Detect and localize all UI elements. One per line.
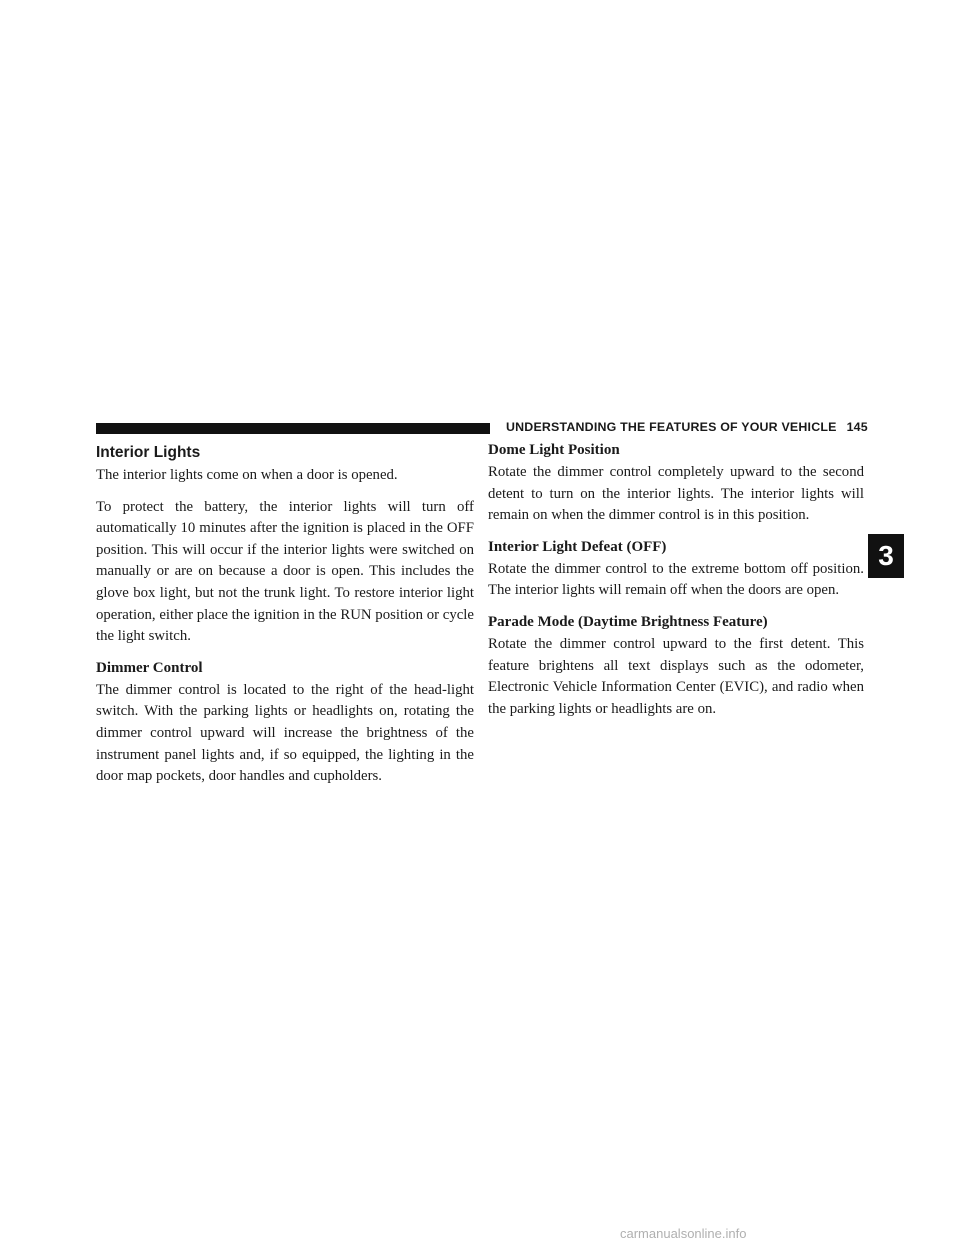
chapter-title: UNDERSTANDING THE FEATURES OF YOUR VEHICLE (506, 420, 837, 434)
running-header (506, 419, 868, 435)
page-number: 145 (846, 420, 868, 434)
paragraph-defeat: Rotate the dimmer control to the extreme bottom off position. The interior lights will remain off when the doors are open. (488, 560, 864, 599)
paragraph-dimmer: The dimmer control is located to the right of the head-light switch. With the parking lights or headlights on, rotating the dimmer control upward will increase the brightness of the instrument panel lights and, if so equipped, the lighting in the door map pockets, door handles and cupholders. (96, 681, 474, 785)
header-bar (96, 423, 490, 434)
section-title-interior-lights: Interior Lights (96, 444, 201, 461)
paragraph-dome: Rotate the dimmer control completely upward to the second detent to turn on the interior lights. The interior lights will remain on when the dimmer control is in this position. (488, 464, 864, 524)
right-column (488, 440, 864, 730)
subsection-title-dome: Dome Light Position (488, 442, 620, 458)
paragraph-battery: To protect the battery, the interior lights will turn off automatically 10 minutes after the ignition is placed in the OFF position. This will occur if the interior lights were switched on manually or are on because a door is open. This includes the glove box light, but not the trunk light. To restore interior light operation, either place the ignition in the RUN position or cycle the light switch. (96, 498, 474, 645)
chapter-tab: 3 (868, 534, 904, 578)
footer-watermark[interactable]: carmanualsonline.info (620, 1226, 747, 1241)
left-column (96, 440, 474, 798)
section-dome (488, 440, 864, 527)
subsection-title-defeat: Interior Light Defeat (OFF) (488, 538, 667, 555)
section-parade (488, 612, 864, 720)
section-defeat (488, 537, 864, 602)
paragraph-intro: The interior lights come on when a door is opened. (96, 467, 398, 483)
subsection-title-dimmer: Dimmer Control (96, 659, 203, 676)
paragraph-parade: Rotate the dimmer control upward to the first detent. This feature brightens all text displays such as the odometer, Electronic Vehicle Information Center (EVIC), and radio when the parking lights or headlights are on. (488, 635, 864, 717)
subsection-title-parade: Parade Mode (Daytime Brightness Feature) (488, 613, 768, 630)
